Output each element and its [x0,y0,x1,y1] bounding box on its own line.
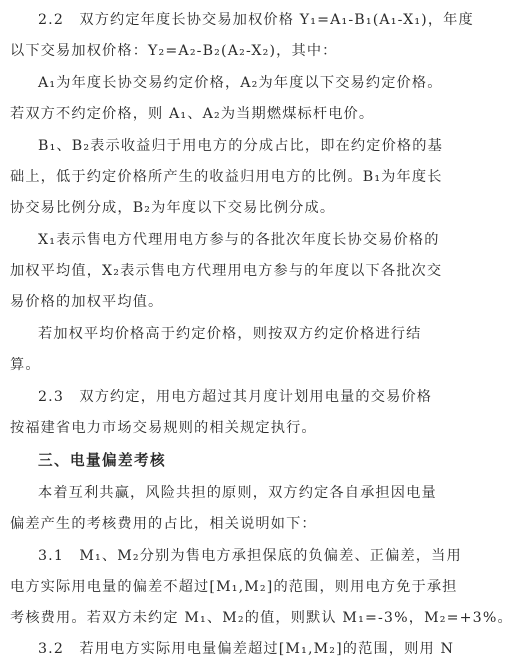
settlement-note-line-2: 算。 [10,357,41,373]
definition-x-line-2: 加权平均值，X₂表示售电方代理用电方参与的年度以下各批次交 [10,263,443,279]
definition-a-line-2: 若双方不约定价格，则 A₁、A₂为当期燃煤标杆电价。 [10,106,375,122]
settlement-note-line-1: 若加权平均价格高于约定价格，则按双方约定价格进行结 [38,326,422,342]
definition-x-line-3: 易价格的加权平均值。 [10,294,164,310]
clause-2-3-line-2: 按福建省电力市场交易规则的相关规定执行。 [10,420,317,436]
section-3-intro-line-1: 本着互利共赢，风险共担的原则，双方约定各自承担因电量 [38,485,437,501]
section-3-intro-line-2: 偏差产生的考核费用的占比，相关说明如下： [10,516,317,532]
clause-2-3-line-1: 2.3 双方约定，用电方超过其月度计划用电量的交易价格 [38,389,433,405]
clause-2-2-line-2: 以下交易加权价格：Y₂=A₂-B₂(A₂-X₂)，其中： [10,43,338,59]
definition-b-line-2: 础上，低于约定价格所产生的收益归用电方的比例。B₁为年度长 [10,169,443,185]
definition-x-line-1: X₁表示售电方代理用电方参与的各批次年度长协交易价格的 [38,232,440,248]
clause-3-2-line-1: 3.2 若用电方实际用电量偏差超过[M₁,M₂]的范围，则用 N [38,641,455,657]
clause-2-2-line-1: 2.2 双方约定年度长协交易加权价格 Y₁=A₁-B₁(A₁-X₁)，年度 [38,12,474,28]
clause-3-1-line-2: 电方实际用电量的偏差不超过[M₁,M₂]的范围，则用电方免于承担 [10,579,458,595]
definition-b-line-3: 协交易比例分成，B₂为年度以下交易比例分成。 [10,200,336,216]
clause-3-1-line-3: 考核费用。若双方未约定 M₁、M₂的值，则默认 M₁=-3%，M₂=+3%。 [10,610,513,626]
definition-a-line-1: A₁为年度长协交易约定价格，A₂为年度以下交易约定价格。 [38,75,443,91]
clause-3-1-line-1: 3.1 M₁、M₂分别为售电方承担保底的负偏差、正偏差，当用 [38,548,462,564]
definition-b-line-1: B₁、B₂表示收益归于用电方的分成占比，即在约定价格的基 [38,138,443,154]
section-3-heading: 三、电量偏差考核 [38,452,166,469]
